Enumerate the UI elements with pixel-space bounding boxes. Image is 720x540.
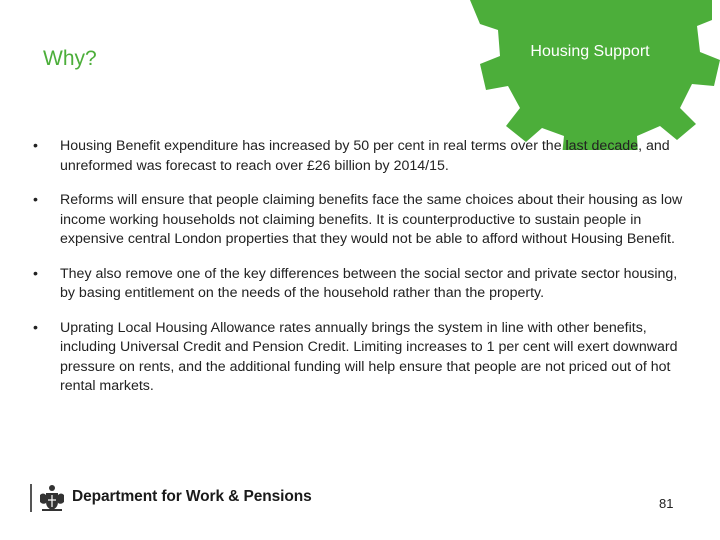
department-name: Department for Work & Pensions [72,488,312,505]
section-title: Why? [43,47,97,70]
footer-divider [30,484,32,512]
bullet-text: Reforms will ensure that people claiming benefits face the same choices about their housing as low income working households not claiming benefits. It is counterproductive to sustain people in expensive central London properties that they would not be able to afford without Housing Benefit. [60,192,683,247]
bullet-text: They also remove one of the key differences between the social sector and private sector housing, by basing entitlement on the needs of the household rather than the property. [60,265,678,301]
bullet-item [33,137,683,176]
bullet-icon: • [33,138,38,154]
bullet-item [33,191,683,250]
bullet-item [33,265,683,304]
bullet-item [33,319,683,397]
gear-icon [452,0,720,150]
bullet-icon: • [33,319,38,336]
bullet-text: Uprating Local Housing Allowance rates annually brings the system in line with other benefits, including Universal Credit and Pension Credit. Limiting increases to 1 per cent will exert downward pressure on rents, and the additional funding will help ensure that people are not priced out of hot rental markets. [60,319,678,394]
bullet-text: Housing Benefit expenditure has increased by 50 per cent in real terms over the last decade, and unreformed was forecast to reach over £26 billion by 2014/15. [60,138,670,174]
badge-title: Housing Support [530,43,650,60]
page-number: 81 [659,496,674,511]
bullet-icon: • [33,192,38,208]
bullet-list [33,137,683,397]
bullet-icon: • [33,265,38,282]
royal-crest-icon [37,483,67,513]
